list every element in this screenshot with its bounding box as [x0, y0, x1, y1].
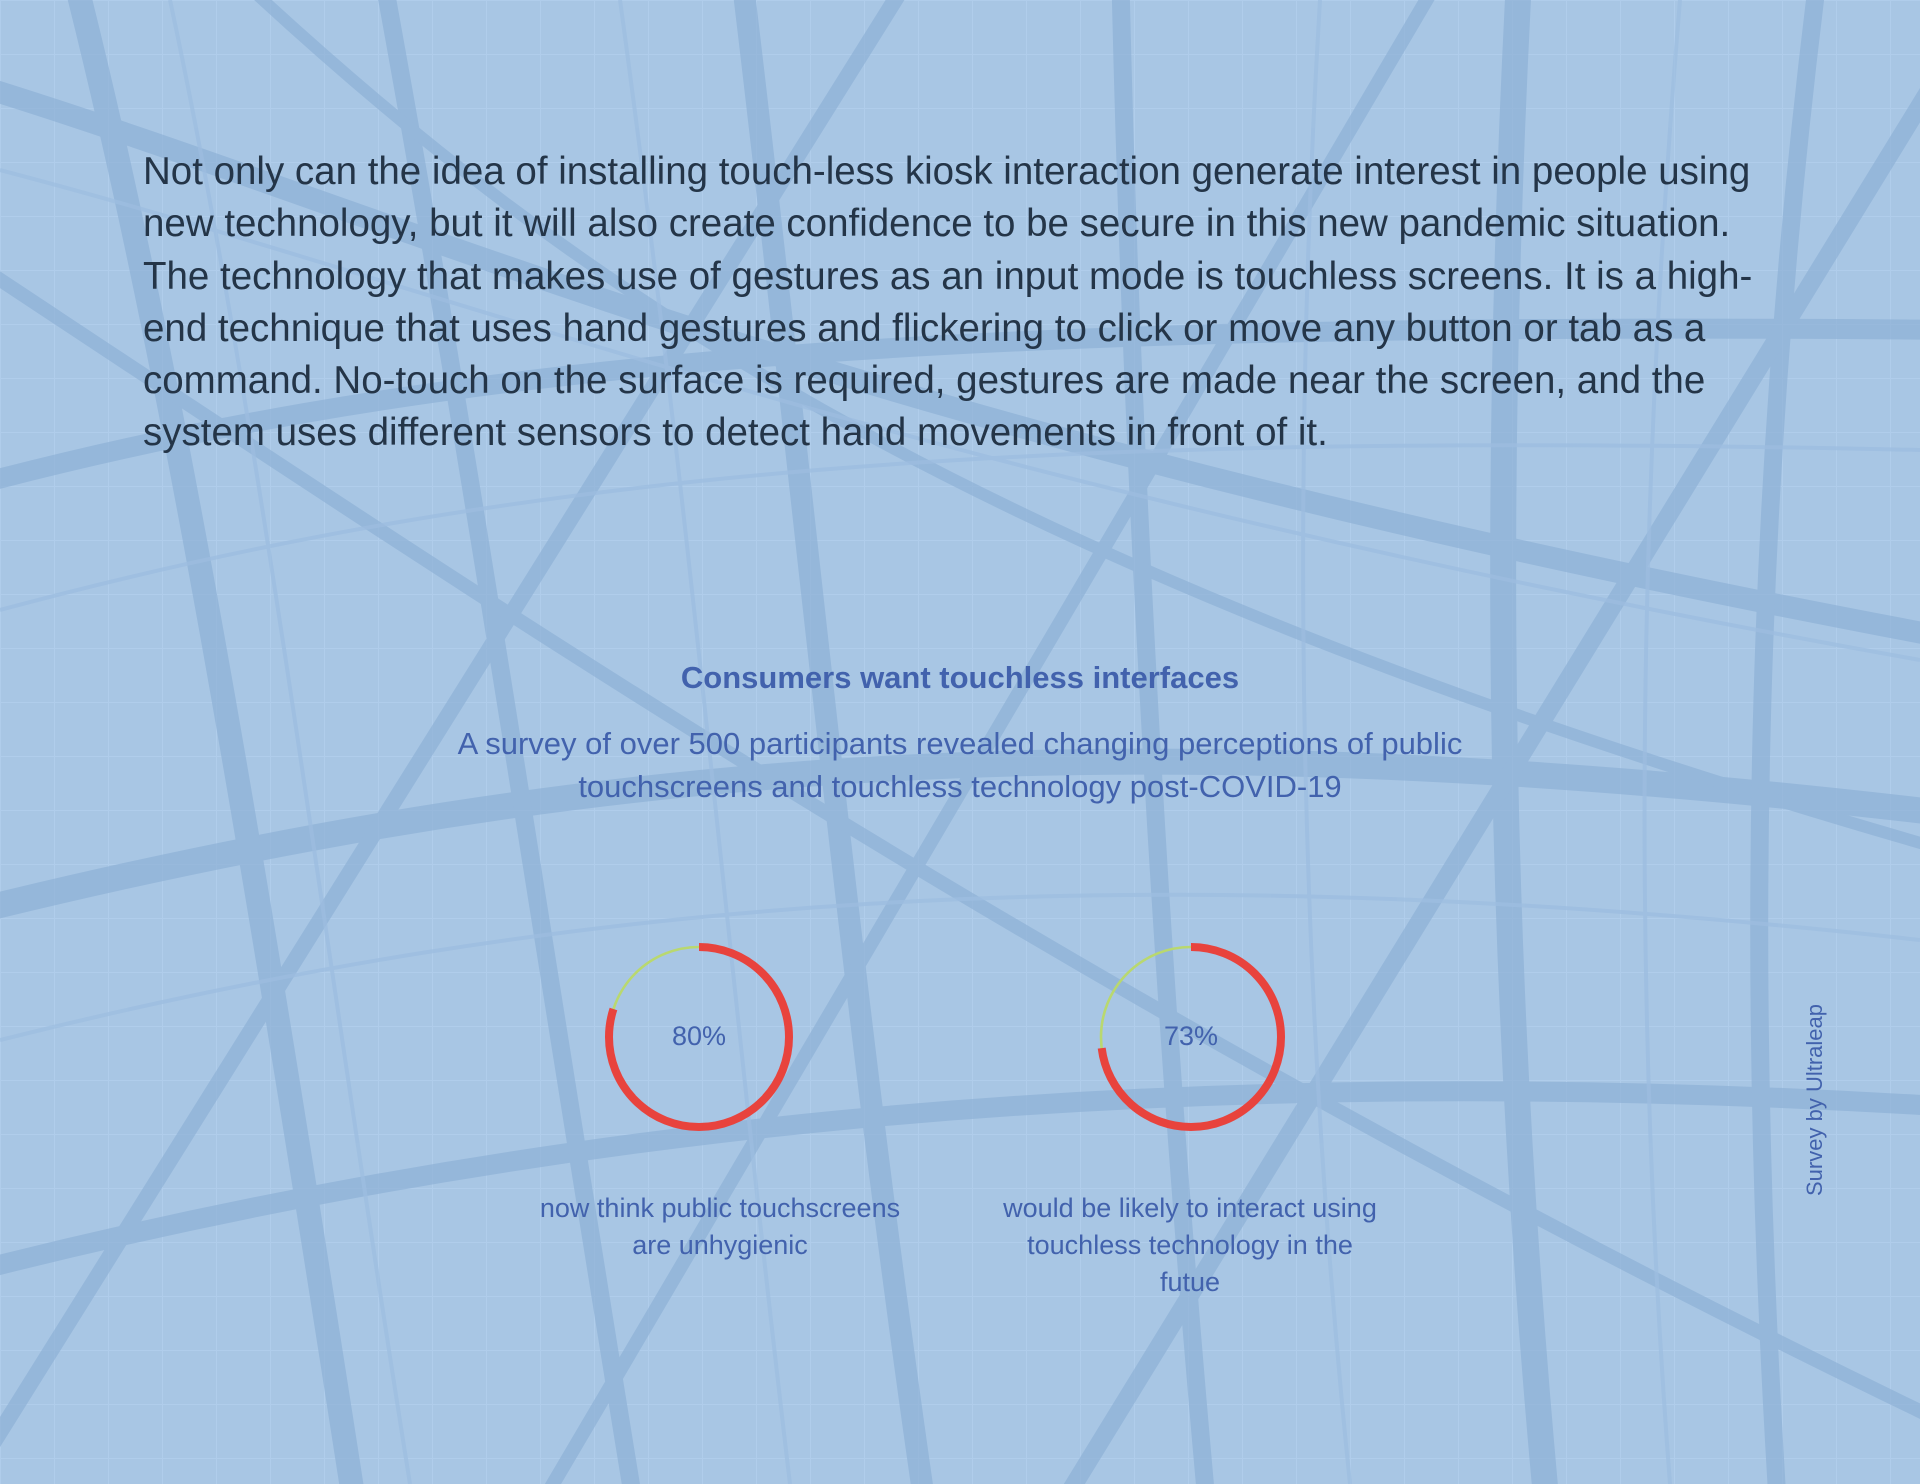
subtitle-line-1: A survey of over 500 participants revealed changing perceptions of public [457, 726, 1463, 761]
caption-line: now think public touchscreens [539, 1193, 901, 1223]
chart-title: Consumers want touchless interfaces [680, 660, 1240, 695]
chart-subtitle [360, 722, 1560, 808]
donut-value-label: 73% [1163, 1021, 1219, 1051]
caption-line: futue [1159, 1267, 1221, 1297]
source-credit-text: Survey by Ultraleap [1802, 1004, 1827, 1196]
donut-caption-touchless-future [975, 1190, 1405, 1301]
caption-line: touchless technology in the [1027, 1230, 1353, 1260]
donut-chart-touchless-future [1095, 941, 1287, 1133]
caption-line: are unhygienic [632, 1230, 808, 1260]
subtitle-line-2: touchscreens and touchless technology post-COVID-19 [578, 769, 1342, 804]
donut-caption-unhygienic [505, 1190, 935, 1264]
donut-chart-unhygienic [603, 941, 795, 1133]
caption-line: would be likely to interact using [1003, 1193, 1377, 1223]
intro-paragraph: Not only can the idea of installing touch-less kiosk interaction generate interest in people using new technology, but it will also create confidence to be secure in this new pandemic situation. The technology that makes use of gestures as an input mode is touchless screens. It is a high-end technique that uses hand gestures and flickering to click or move any button or tab as a command. No-touch on the surface is required, gestures are made near the screen, and the system uses different sensors to detect hand movements in front of it. [143, 150, 1753, 455]
donut-value-label: 80% [671, 1021, 727, 1051]
